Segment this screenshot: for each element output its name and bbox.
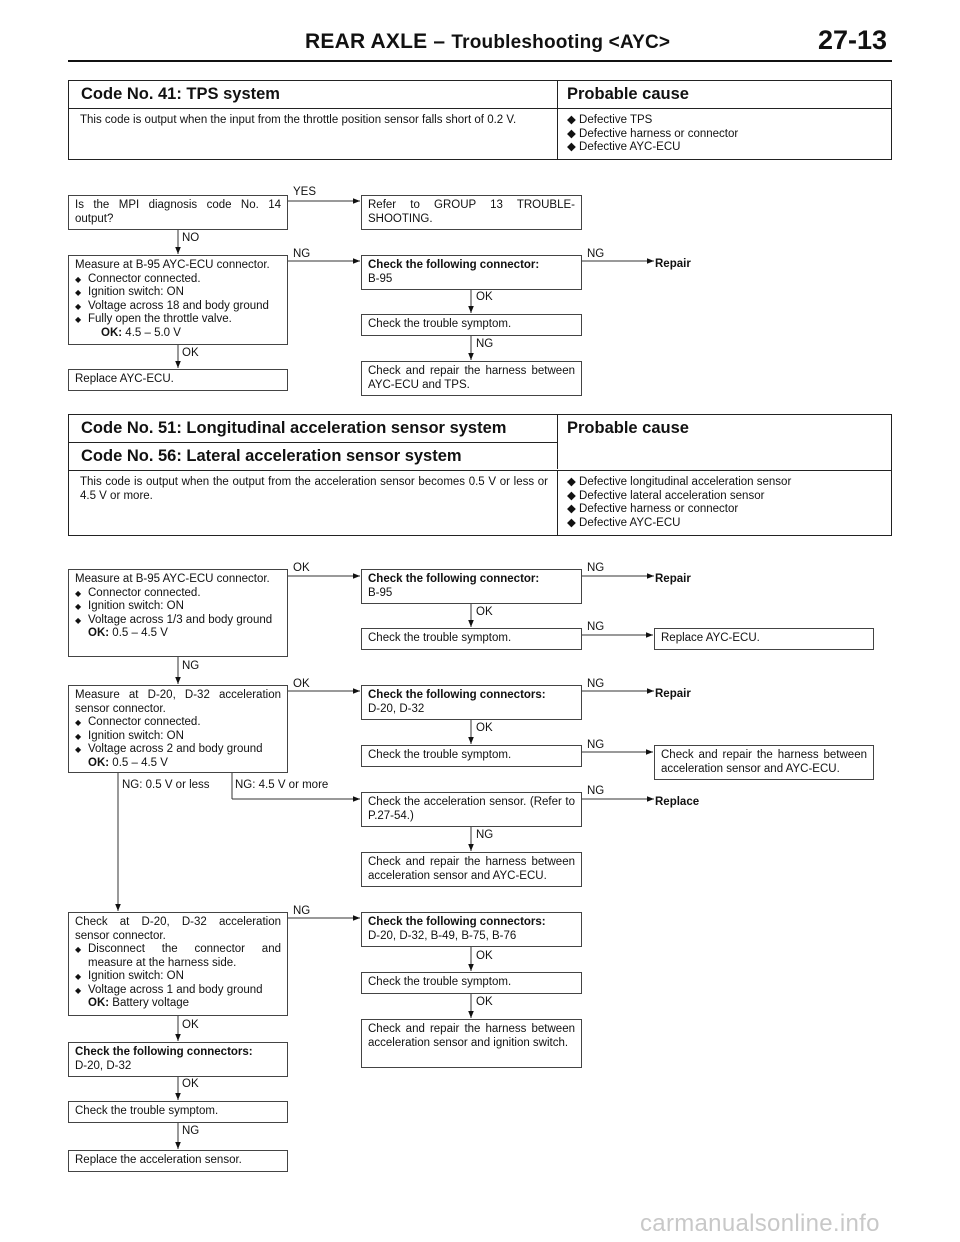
- cause-item: ◆ Defective longitudinal acceleration sensor: [567, 476, 792, 488]
- cause-item: ◆ Defective harness or connector: [567, 127, 739, 140]
- cause-item: ◆ Defective AYC-ECU: [567, 141, 681, 153]
- diamond-icon: ◆: [567, 489, 580, 502]
- replace-label: Replace: [655, 796, 700, 808]
- ng-label: NG: [293, 248, 311, 260]
- ok-label: OK: [476, 291, 493, 303]
- ng-label: NG: [182, 1125, 200, 1137]
- code-41-description: This code is output when the input from the throttle position sensor falls short of 0.2 V.: [80, 114, 517, 126]
- ng-label: NG: [587, 739, 605, 751]
- diamond-icon: ◆: [567, 476, 580, 488]
- measure-b95-tps: Measure at B-95 AYC-ECU connector. ◆ Connector connected. ◆ Ignition switch: ON ◆ Voltage across 18 and body ground ◆ Fully open the throttle valve. OK: 4.5 – 5.0 V: [68, 255, 288, 345]
- ng-label: NG: [587, 621, 605, 633]
- replace-acceleration-sensor: Replace the acceleration sensor.: [68, 1150, 288, 1172]
- code-51-56-description: This code is output when the output from the acceleration sensor becomes 0.5 V or less or 4.5 V or more.: [80, 476, 548, 502]
- ok-label: OK: [476, 722, 493, 734]
- harness-sensor-ecu-2: Check and repair the harness between acceleration sensor and AYC-ECU.: [361, 852, 582, 887]
- watermark: carmanualsonline.info: [640, 1210, 880, 1237]
- refer-group-13: Refer to GROUP 13 TROUBLE-SHOOTING.: [361, 195, 582, 230]
- mpi-code-question: Is the MPI diagnosis code No. 14 output?: [68, 195, 288, 230]
- harness-sensor-ignition: Check and repair the harness between acceleration sensor and ignition switch.: [361, 1019, 582, 1068]
- ng-low-label: NG: 0.5 V or less: [122, 779, 210, 791]
- ng-label: NG: [476, 338, 494, 350]
- cause-item: ◆ Defective TPS: [567, 114, 653, 126]
- check-connector-b95: Check the following connector: B-95: [361, 255, 582, 290]
- page-number: 27-13: [818, 25, 888, 55]
- check-trouble-symptom: Check the trouble symptom.: [361, 972, 582, 994]
- ok-label: OK: [476, 950, 493, 962]
- harness-ecu-tps: Check and repair the harness between AYC-ECU and TPS.: [361, 361, 582, 396]
- check-connectors-multi: Check the following connectors: D-20, D-32, B-49, B-75, B-76: [361, 912, 582, 947]
- replace-ayc-ecu: Replace AYC-ECU.: [654, 628, 874, 650]
- diamond-icon: ◆: [567, 516, 580, 529]
- yes-label: YES: [293, 186, 317, 198]
- probable-cause-heading: Probable cause: [567, 419, 689, 437]
- repair-label: Repair: [655, 573, 691, 585]
- repair-label: Repair: [655, 688, 691, 700]
- ok-label: OK: [182, 347, 199, 359]
- check-connector-b95-2: Check the following connector: B-95: [361, 569, 582, 604]
- check-trouble-symptom: Check the trouble symptom.: [361, 314, 582, 336]
- ng-label: NG: [587, 562, 605, 574]
- probable-cause-heading: Probable cause: [567, 85, 689, 103]
- diamond-icon: ◆: [567, 127, 580, 140]
- diamond-icon: ◆: [567, 503, 580, 515]
- ng-label: NG: [587, 678, 605, 690]
- cause-item: ◆ Defective AYC-ECU: [567, 516, 681, 529]
- cause-item: ◆ Defective lateral acceleration sensor: [567, 489, 765, 502]
- ok-label: OK: [182, 1019, 199, 1031]
- ok-label: OK: [293, 678, 310, 690]
- ng-label: NG: [587, 248, 605, 260]
- ok-label: OK: [476, 996, 493, 1008]
- measure-d20-d32: Measure at D-20, D-32 acceleration sensor connector. ◆ Connector connected. ◆ Ignition switch: ON ◆ Voltage across 2 and body ground OK: 0.5 – 4.5 V: [68, 685, 288, 773]
- code-41-heading: Code No. 41: TPS system: [81, 85, 280, 103]
- ng-label: NG: [587, 785, 605, 797]
- diamond-icon: ◆: [567, 114, 580, 126]
- check-d20-d32-harness-side: Check at D-20, D-32 acceleration sensor connector. ◆ Disconnect the connector and measure at the harness side. ◆ Ignition switch: ON ◆ Voltage across 1 and body ground OK: Battery voltage: [68, 912, 288, 1016]
- title-dash: –: [433, 30, 446, 53]
- replace-ayc-ecu: Replace AYC-ECU.: [68, 369, 288, 391]
- check-trouble-symptom: Check the trouble symptom.: [361, 745, 582, 767]
- ng-high-label: NG: 4.5 V or more: [235, 779, 329, 791]
- code-56-heading: Code No. 56: Lateral acceleration sensor system: [81, 447, 462, 465]
- cause-item: ◆ Defective harness or connector: [567, 503, 739, 515]
- check-acceleration-sensor: Check the acceleration sensor. (Refer to P.27-54.): [361, 792, 582, 827]
- ng-label: NG: [476, 829, 494, 841]
- ng-label: NG: [182, 660, 200, 672]
- title-main: REAR AXLE: [305, 30, 428, 53]
- check-trouble-symptom: Check the trouble symptom.: [361, 628, 582, 650]
- title-sub: Troubleshooting <AYC>: [451, 32, 671, 53]
- harness-sensor-ecu: Check and repair the harness between acceleration sensor and AYC-ECU.: [654, 745, 874, 780]
- repair-label: Repair: [655, 258, 691, 270]
- check-connectors-d20-d32: Check the following connectors: D-20, D-32: [361, 685, 582, 720]
- check-connectors-d20-d32-2: Check the following connectors: D-20, D-32: [68, 1042, 288, 1077]
- measure-b95-accel: Measure at B-95 AYC-ECU connector. ◆ Connector connected. ◆ Ignition switch: ON ◆ Voltage across 1/3 and body ground OK: 0.5 – 4.5 V: [68, 569, 288, 657]
- code-51-heading: Code No. 51: Longitudinal acceleration sensor system: [81, 419, 507, 437]
- check-trouble-symptom: Check the trouble symptom.: [68, 1101, 288, 1123]
- ok-label: OK: [476, 606, 493, 618]
- no-label: NO: [182, 232, 200, 244]
- ok-label: OK: [293, 562, 310, 574]
- ng-label: NG: [293, 905, 311, 917]
- diamond-icon: ◆: [567, 141, 580, 153]
- ok-label: OK: [182, 1078, 199, 1090]
